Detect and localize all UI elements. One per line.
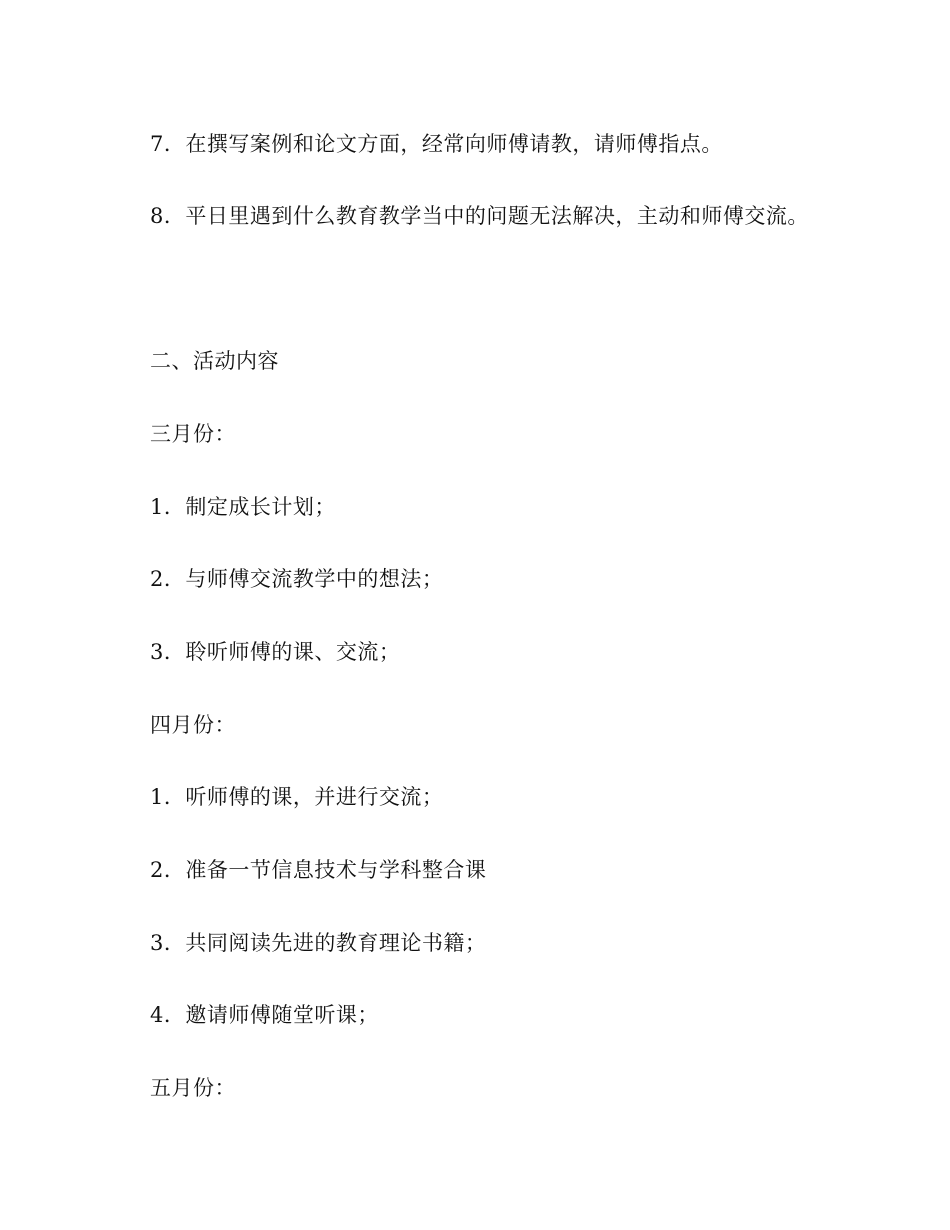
march-item-2: 2．与师傅交流教学中的想法； xyxy=(150,567,444,591)
april-item-2: 2．准备一节信息技术与学科整合课 xyxy=(150,858,487,882)
april-item-1: 1．听师傅的课，并进行交流； xyxy=(150,785,444,809)
april-item-3: 3．共同阅读先进的教育理论书籍； xyxy=(150,931,487,955)
month-heading-april: 四月份： xyxy=(150,713,236,737)
april-item-4: 4．邀请师傅随堂听课； xyxy=(150,1003,379,1027)
month-heading-may: 五月份： xyxy=(150,1076,236,1100)
list-item-7: 7．在撰写案例和论文方面，经常向师傅请教，请师傅指点。 xyxy=(150,132,723,156)
march-item-3: 3．聆听师傅的课、交流； xyxy=(150,640,401,664)
month-heading-march: 三月份： xyxy=(150,422,236,446)
section-heading: 二、活动内容 xyxy=(150,349,279,373)
march-item-1: 1．制定成长计划； xyxy=(150,495,336,519)
list-item-8: 8．平日里遇到什么教育教学当中的问题无法解决，主动和师傅交流。 xyxy=(150,204,809,228)
